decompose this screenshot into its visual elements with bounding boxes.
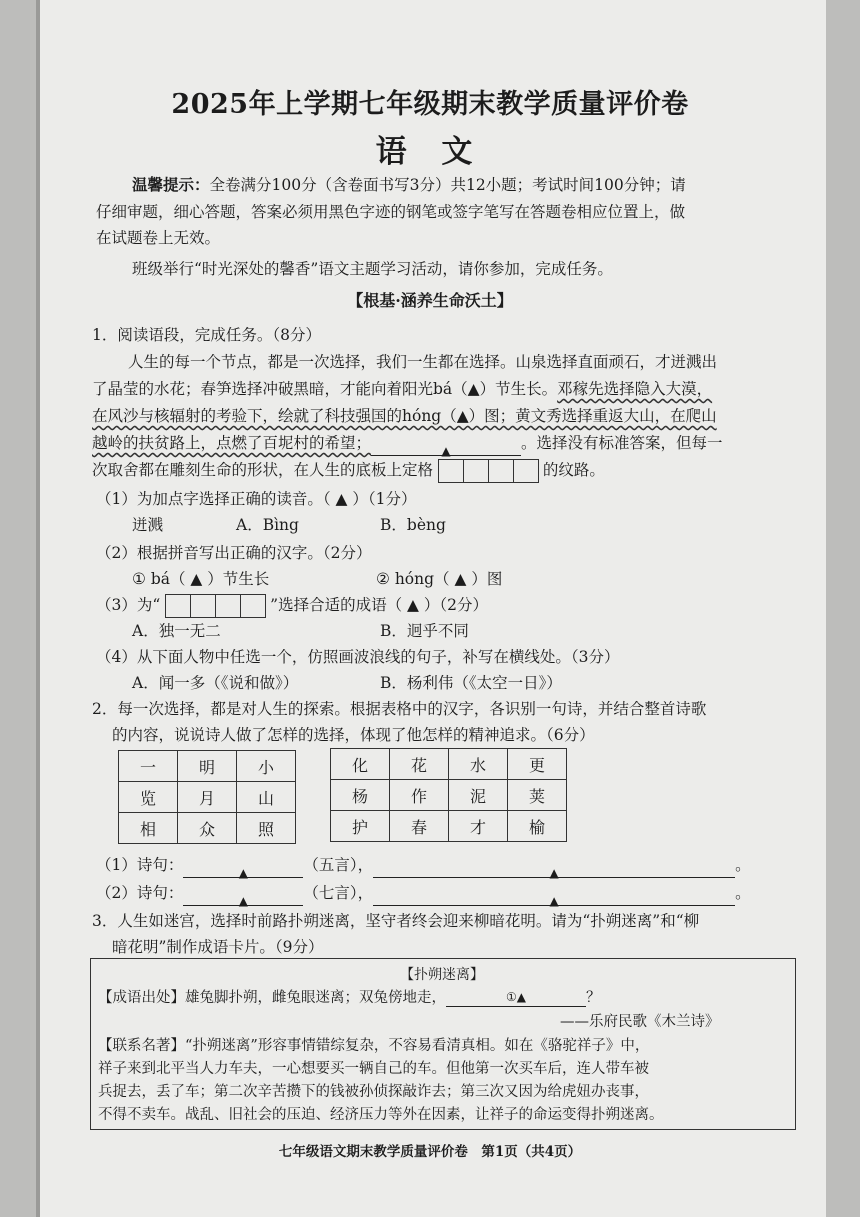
poem-char-cell: 更	[508, 749, 567, 780]
notice-line-1: 温馨提示：全卷满分100分（含卷面书写3分）共12小题；考试时间100分钟；请	[132, 175, 686, 194]
q1-sub3-option-a[interactable]: A．独一无二	[132, 622, 221, 640]
poem-char-cell: 杨	[331, 780, 390, 811]
poem-table-row	[331, 811, 567, 842]
poem-char-table-right	[330, 748, 567, 842]
poem-char-cell: 相	[119, 813, 178, 844]
subject-title: 语 文	[375, 134, 485, 170]
q1-sub4-option-a[interactable]: A．闻一多（《说和做》）	[132, 674, 299, 692]
q1-passage-line-3: 在风沙与核辐射的考验下，绘就了科技强国的hóng（▲）图；黄文秀选择重返大山，在爬山	[92, 407, 717, 425]
q1-passage-line-1: 人生的每一个节点，都是一次选择，我们一生都在选择。山泉选择直面顽石，才迸溅出	[128, 353, 718, 371]
poem-char-cell: 览	[119, 782, 178, 813]
poem-table-row	[331, 749, 567, 780]
q1-passage-line-4: 越岭的扶贫路上，点燃了百坭村的希望； ▲ 。选择没有标准答案，但每一	[92, 434, 723, 458]
poem-table-row	[119, 813, 296, 844]
section-heading: 【根基·涵养生命沃土】	[347, 291, 513, 310]
q1-sub4-stem: （4）从下面人物中任选一个，仿照画波浪线的句子，补写在横线处。（3分）	[96, 648, 620, 666]
poem-char-cell: 明	[178, 751, 237, 782]
q2-answer-line-2: （2）诗句： ▲ （七言）， ▲ 。	[96, 884, 751, 908]
exam-title: 2025年上学期七年级期末教学质量评价卷	[171, 89, 689, 120]
poem-char-cell: 水	[449, 749, 508, 780]
q1-passage-line-5: 次取舍都在雕刻生命的形状，在人生的底板上定格 的纹路。	[92, 457, 605, 483]
page-edge-shadow	[36, 0, 40, 1217]
poem-char-cell: 作	[390, 780, 449, 811]
q1-sub1-option-a[interactable]: A．Bìng	[236, 516, 299, 534]
q2-stem-line-2: 的内容，说说诗人做了怎样的选择，体现了他怎样的精神追求。（6分）	[112, 726, 595, 744]
q1-sub2-item-a: ① bá（ ▲ ）节生长	[132, 570, 270, 588]
notice-line-3: 在试题卷上无效。	[96, 229, 221, 247]
poem-char-cell: 荚	[508, 780, 567, 811]
q1-sub1-option-b[interactable]: B．bèng	[380, 516, 446, 534]
poem-char-cell: 山	[237, 782, 296, 813]
card-link-line-1: 【联系名著】“扑朔迷离”形容事情错综复杂，不容易看清真相。如在《骆驼祥子》中，	[98, 1038, 650, 1054]
q2-stem-line-1: 2．每一次选择，都是对人生的探索。根据表格中的汉字，各识别一句诗，并结合整首诗歌	[92, 700, 707, 718]
poem-table-row	[119, 782, 296, 813]
q1-sub3-stem: （3）为“ ”选择合适的成语（ ▲ ）（2分）	[96, 592, 488, 618]
poem-char-cell: 小	[237, 751, 296, 782]
q1-sub2-item-b: ② hóng（ ▲ ）图	[376, 570, 503, 588]
q1-sub1-word: 迸溅	[132, 516, 164, 534]
poem-table-row	[119, 751, 296, 782]
poem-char-table-left	[118, 750, 296, 844]
verse-blank-2[interactable]: ▲	[183, 887, 303, 906]
answer-blank[interactable]: ▲	[371, 437, 521, 456]
card-link-line-3: 兵捉去，丢了车；第二次辛苦攒下的钱被孙侦探敲诈去；第三次又因为给虎妞办丧事，	[98, 1084, 649, 1100]
poem-char-cell: 一	[119, 751, 178, 782]
intro-text: 班级举行“时光深处的馨香”语文主题学习活动，请你参加，完成任务。	[132, 260, 613, 278]
card-link-line-4: 不得不卖车。战乱、旧社会的压迫、经济压力等外在因素，让祥子的命运变得扑朔迷离。	[98, 1107, 664, 1123]
explanation-blank-1[interactable]: ▲	[373, 859, 735, 878]
poem-char-cell: 护	[331, 811, 390, 842]
q2-answer-line-1: （1）诗句： ▲ （五言）， ▲ 。	[96, 856, 751, 880]
q3-stem-line-1: 3．人生如迷宫，选择时前路扑朔迷离，坚守者终会迎来柳暗花明。请为“扑朔迷离”和“柳	[92, 912, 700, 930]
q1-sub4-option-b[interactable]: B．杨利伟（《太空一日》）	[380, 674, 562, 692]
notice-line-2: 仔细审题，细心答题，答案必须用黑色字迹的钢笔或签字笔写在答题卷相应位置上，做	[96, 203, 686, 221]
card-origin: 【成语出处】雄兔脚扑朔，雌兔眼迷离；双兔傍地走， ①▲ ？	[98, 990, 601, 1006]
poem-char-cell: 才	[449, 811, 508, 842]
poem-char-cell: 照	[237, 813, 296, 844]
page-footer: 七年级语文期末教学质量评价卷 第1页（共4页）	[278, 1144, 582, 1160]
poem-char-cell: 化	[331, 749, 390, 780]
q1-sub3-option-b[interactable]: B．迥乎不同	[380, 622, 469, 640]
q1-sub2-stem: （2）根据拼音写出正确的汉字。（2分）	[96, 544, 372, 562]
card-title: 【扑朔迷离】	[400, 967, 484, 983]
q1-sub1-stem: （1）为加点字选择正确的读音。（ ▲ ）（1分）	[96, 490, 417, 508]
poem-char-cell: 春	[390, 811, 449, 842]
poem-char-cell: 泥	[449, 780, 508, 811]
card-link-line-2: 祥子来到北平当人力车夫，一心想要买一辆自己的车。但他第一次买车后，连人带车被	[98, 1061, 649, 1077]
idiom-boxes	[165, 594, 265, 618]
poem-table-row	[331, 780, 567, 811]
q1-passage-line-2: 了晶莹的水花；春笋选择冲破黑暗，才能向着阳光bá（▲）节生长。邓稼先选择隐入大漠，	[92, 380, 713, 398]
poem-char-cell: 众	[178, 813, 237, 844]
wavy-underlined-sentence: 邓稼先选择隐入大漠，	[557, 380, 713, 398]
idiom-answer-boxes[interactable]	[438, 459, 538, 483]
q3-stem-line-2: 暗花明”制作成语卡片。（9分）	[112, 938, 324, 956]
card-source: ——乐府民歌《木兰诗》	[560, 1014, 720, 1030]
poem-char-cell: 月	[178, 782, 237, 813]
q1-stem: 1．阅读语段，完成任务。（8分）	[92, 326, 321, 344]
poem-char-cell: 花	[390, 749, 449, 780]
explanation-blank-2[interactable]: ▲	[373, 887, 735, 906]
poem-char-cell: 榆	[508, 811, 567, 842]
notice-label: 温馨提示：	[132, 175, 210, 194]
origin-blank[interactable]: ①▲	[446, 989, 586, 1007]
verse-blank-1[interactable]: ▲	[183, 859, 303, 878]
